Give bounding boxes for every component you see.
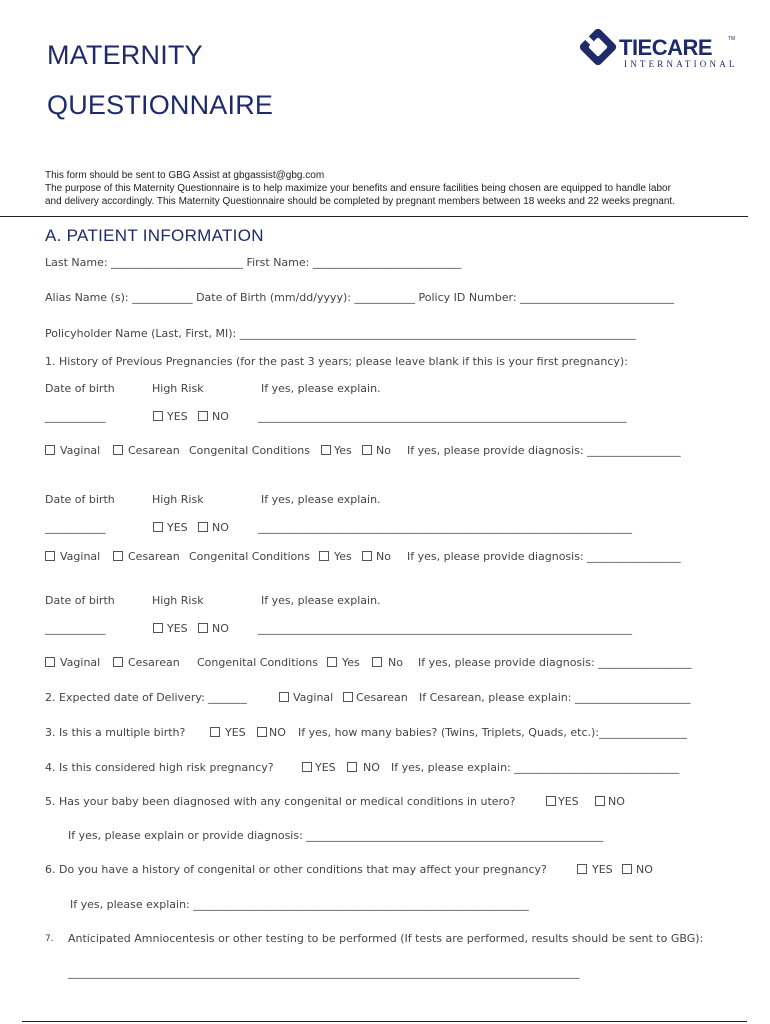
- in-utero-explain-field[interactable]: If yes, please explain or provide diagnosis: ______________________________________________________: [68, 829, 604, 842]
- policyholder-row[interactable]: Policyholder Name (Last, First, MI): ________________________________________________________________________: [45, 327, 636, 340]
- logo-name: TIECARE: [619, 35, 713, 60]
- congenital-yes-checkbox[interactable]: [319, 551, 329, 561]
- high-risk-explain-field[interactable]: If yes, please explain: ______________________________: [391, 761, 680, 774]
- congenital-no-checkbox[interactable]: [362, 445, 372, 455]
- vaginal-checkbox[interactable]: [45, 657, 55, 667]
- vaginal-checkbox[interactable]: [45, 551, 55, 561]
- history-yes-checkbox[interactable]: [577, 864, 587, 874]
- question-4: 4. Is this considered high risk pregnancy?: [45, 761, 274, 774]
- high-risk-yes-label: YES: [167, 410, 188, 423]
- high-risk-pregnancy-yes-checkbox[interactable]: [302, 762, 312, 772]
- multiple-birth-no-label: NO: [269, 726, 286, 739]
- congenital-label: Congenital Conditions: [197, 656, 318, 669]
- multiple-birth-yes-label: YES: [225, 726, 246, 739]
- congenital-yes-checkbox[interactable]: [321, 445, 331, 455]
- high-risk-no-label: NO: [212, 521, 229, 534]
- cesarean-checkbox[interactable]: [113, 551, 123, 561]
- high-risk-yes-checkbox[interactable]: [153, 522, 163, 532]
- vaginal-label: Vaginal: [60, 550, 101, 563]
- multiple-birth-no-checkbox[interactable]: [257, 727, 267, 737]
- high-risk-yes-checkbox[interactable]: [153, 623, 163, 633]
- question-1: 1. History of Previous Pregnancies (for the past 3 years; please leave blank if this is your first pregnancy):: [45, 355, 628, 368]
- high-risk-no-checkbox[interactable]: [198, 522, 208, 532]
- col-explain: If yes, please explain.: [261, 594, 381, 607]
- vaginal-checkbox[interactable]: [45, 445, 55, 455]
- dob-field[interactable]: ___________: [45, 410, 106, 423]
- col-explain: If yes, please explain.: [261, 493, 381, 506]
- testing-field[interactable]: _____________________________________________________________________________________________: [68, 966, 580, 979]
- question-6: 6. Do you have a history of congenital or other conditions that may affect your pregnancy?: [45, 863, 547, 876]
- high-risk-yes-label: YES: [167, 521, 188, 534]
- in-utero-no-label: NO: [608, 795, 625, 808]
- cesarean-checkbox[interactable]: [113, 445, 123, 455]
- history-yes-label: YES: [592, 863, 613, 876]
- intro-line-1: This form should be sent to GBG Assist at gbgassist@gbg.com: [45, 170, 325, 181]
- question-7: Anticipated Amniocentesis or other testing to be performed (If tests are performed, results should be sent to GBG):: [68, 932, 704, 945]
- col-date-of-birth: Date of birth: [45, 493, 115, 506]
- cesarean-checkbox[interactable]: [113, 657, 123, 667]
- high-risk-no-checkbox[interactable]: [198, 623, 208, 633]
- cesarean-label: Cesarean: [128, 444, 180, 457]
- intro-line-2: The purpose of this Maternity Questionnaire is to help maximize your benefits and ensure facilities being chosen are equipped to handle labor: [45, 183, 671, 194]
- history-no-label: NO: [636, 863, 653, 876]
- high-risk-pregnancy-no-checkbox[interactable]: [347, 762, 357, 772]
- explain-field[interactable]: ___________________________________________________________________: [258, 410, 627, 423]
- diagnosis-field[interactable]: If yes, please provide diagnosis: _________________: [407, 444, 681, 457]
- congenital-yes-label: Yes: [342, 656, 360, 669]
- col-date-of-birth: Date of birth: [45, 382, 115, 395]
- multiple-birth-yes-checkbox[interactable]: [210, 727, 220, 737]
- page-title-line2: QUESTIONNAIRE: [47, 90, 274, 120]
- high-risk-no-label: NO: [212, 622, 229, 635]
- vaginal-label: Vaginal: [60, 444, 101, 457]
- cesarean-label: Cesarean: [128, 550, 180, 563]
- in-utero-yes-checkbox[interactable]: [546, 796, 556, 806]
- footer-divider: [22, 1021, 747, 1022]
- question-5: 5. Has your baby been diagnosed with any congenital or medical conditions in utero?: [45, 795, 516, 808]
- dob-field[interactable]: ___________: [45, 521, 106, 534]
- cesarean-explain-field[interactable]: If Cesarean, please explain: _____________________: [419, 691, 691, 704]
- congenital-yes-checkbox[interactable]: [327, 657, 337, 667]
- congenital-no-checkbox[interactable]: [372, 657, 382, 667]
- delivery-vaginal-checkbox[interactable]: [279, 692, 289, 702]
- col-high-risk: High Risk: [152, 594, 204, 607]
- congenital-label: Congenital Conditions: [189, 444, 310, 457]
- in-utero-yes-label: YES: [558, 795, 579, 808]
- congenital-yes-label: Yes: [334, 550, 352, 563]
- congenital-label: Congenital Conditions: [189, 550, 310, 563]
- high-risk-pregnancy-yes-label: YES: [315, 761, 336, 774]
- question-2[interactable]: 2. Expected date of Delivery: _______: [45, 691, 247, 704]
- high-risk-pregnancy-no-label: NO: [363, 761, 380, 774]
- col-high-risk: High Risk: [152, 382, 204, 395]
- col-date-of-birth: Date of birth: [45, 594, 115, 607]
- high-risk-no-checkbox[interactable]: [198, 411, 208, 421]
- delivery-vaginal-label: Vaginal: [293, 691, 334, 704]
- babies-count-field[interactable]: If yes, how many babies? (Twins, Triplets, Quads, etc.):________________: [298, 726, 688, 739]
- history-no-checkbox[interactable]: [622, 864, 632, 874]
- question-3: 3. Is this a multiple birth?: [45, 726, 186, 739]
- high-risk-no-label: NO: [212, 410, 229, 423]
- logo-tm: TM: [728, 36, 736, 42]
- congenital-no-label: No: [388, 656, 403, 669]
- page-title-line1: MATERNITY: [47, 40, 203, 70]
- in-utero-no-checkbox[interactable]: [595, 796, 605, 806]
- history-explain-field[interactable]: If yes, please explain: _____________________________________________________________: [70, 898, 529, 911]
- question-7-number: 7.: [45, 934, 54, 944]
- name-row[interactable]: Last Name: ________________________ First Name: ___________________________: [45, 256, 462, 269]
- section-heading: A. PATIENT INFORMATION: [45, 226, 264, 245]
- intro-line-3: and delivery accordingly. This Maternity Questionnaire should be completed by pregnant members between 18 weeks and 22 weeks pregnant.: [45, 196, 675, 207]
- delivery-cesarean-checkbox[interactable]: [343, 692, 353, 702]
- congenital-no-label: No: [376, 444, 391, 457]
- logo-subtitle: INTERNATIONAL: [624, 59, 738, 69]
- high-risk-yes-label: YES: [167, 622, 188, 635]
- explain-field[interactable]: ____________________________________________________________________: [258, 521, 632, 534]
- congenital-no-checkbox[interactable]: [362, 551, 372, 561]
- vaginal-label: Vaginal: [60, 656, 101, 669]
- high-risk-yes-checkbox[interactable]: [153, 411, 163, 421]
- col-high-risk: High Risk: [152, 493, 204, 506]
- alias-dob-policy-row[interactable]: Alias Name (s): ___________ Date of Birth (mm/dd/yyyy): ___________ Policy ID Number: ____________________________: [45, 291, 675, 304]
- tiecare-logo-icon: [575, 24, 621, 70]
- header-divider: [0, 216, 748, 217]
- congenital-yes-label: Yes: [334, 444, 352, 457]
- diagnosis-field[interactable]: If yes, please provide diagnosis: _________________: [407, 550, 681, 563]
- congenital-no-label: No: [376, 550, 391, 563]
- delivery-cesarean-label: Cesarean: [356, 691, 408, 704]
- tiecare-logo: [575, 24, 740, 72]
- diagnosis-field[interactable]: If yes, please provide diagnosis: _________________: [418, 656, 692, 669]
- cesarean-label: Cesarean: [128, 656, 180, 669]
- dob-field[interactable]: ___________: [45, 622, 106, 635]
- explain-field[interactable]: ____________________________________________________________________: [258, 622, 632, 635]
- col-explain: If yes, please explain.: [261, 382, 381, 395]
